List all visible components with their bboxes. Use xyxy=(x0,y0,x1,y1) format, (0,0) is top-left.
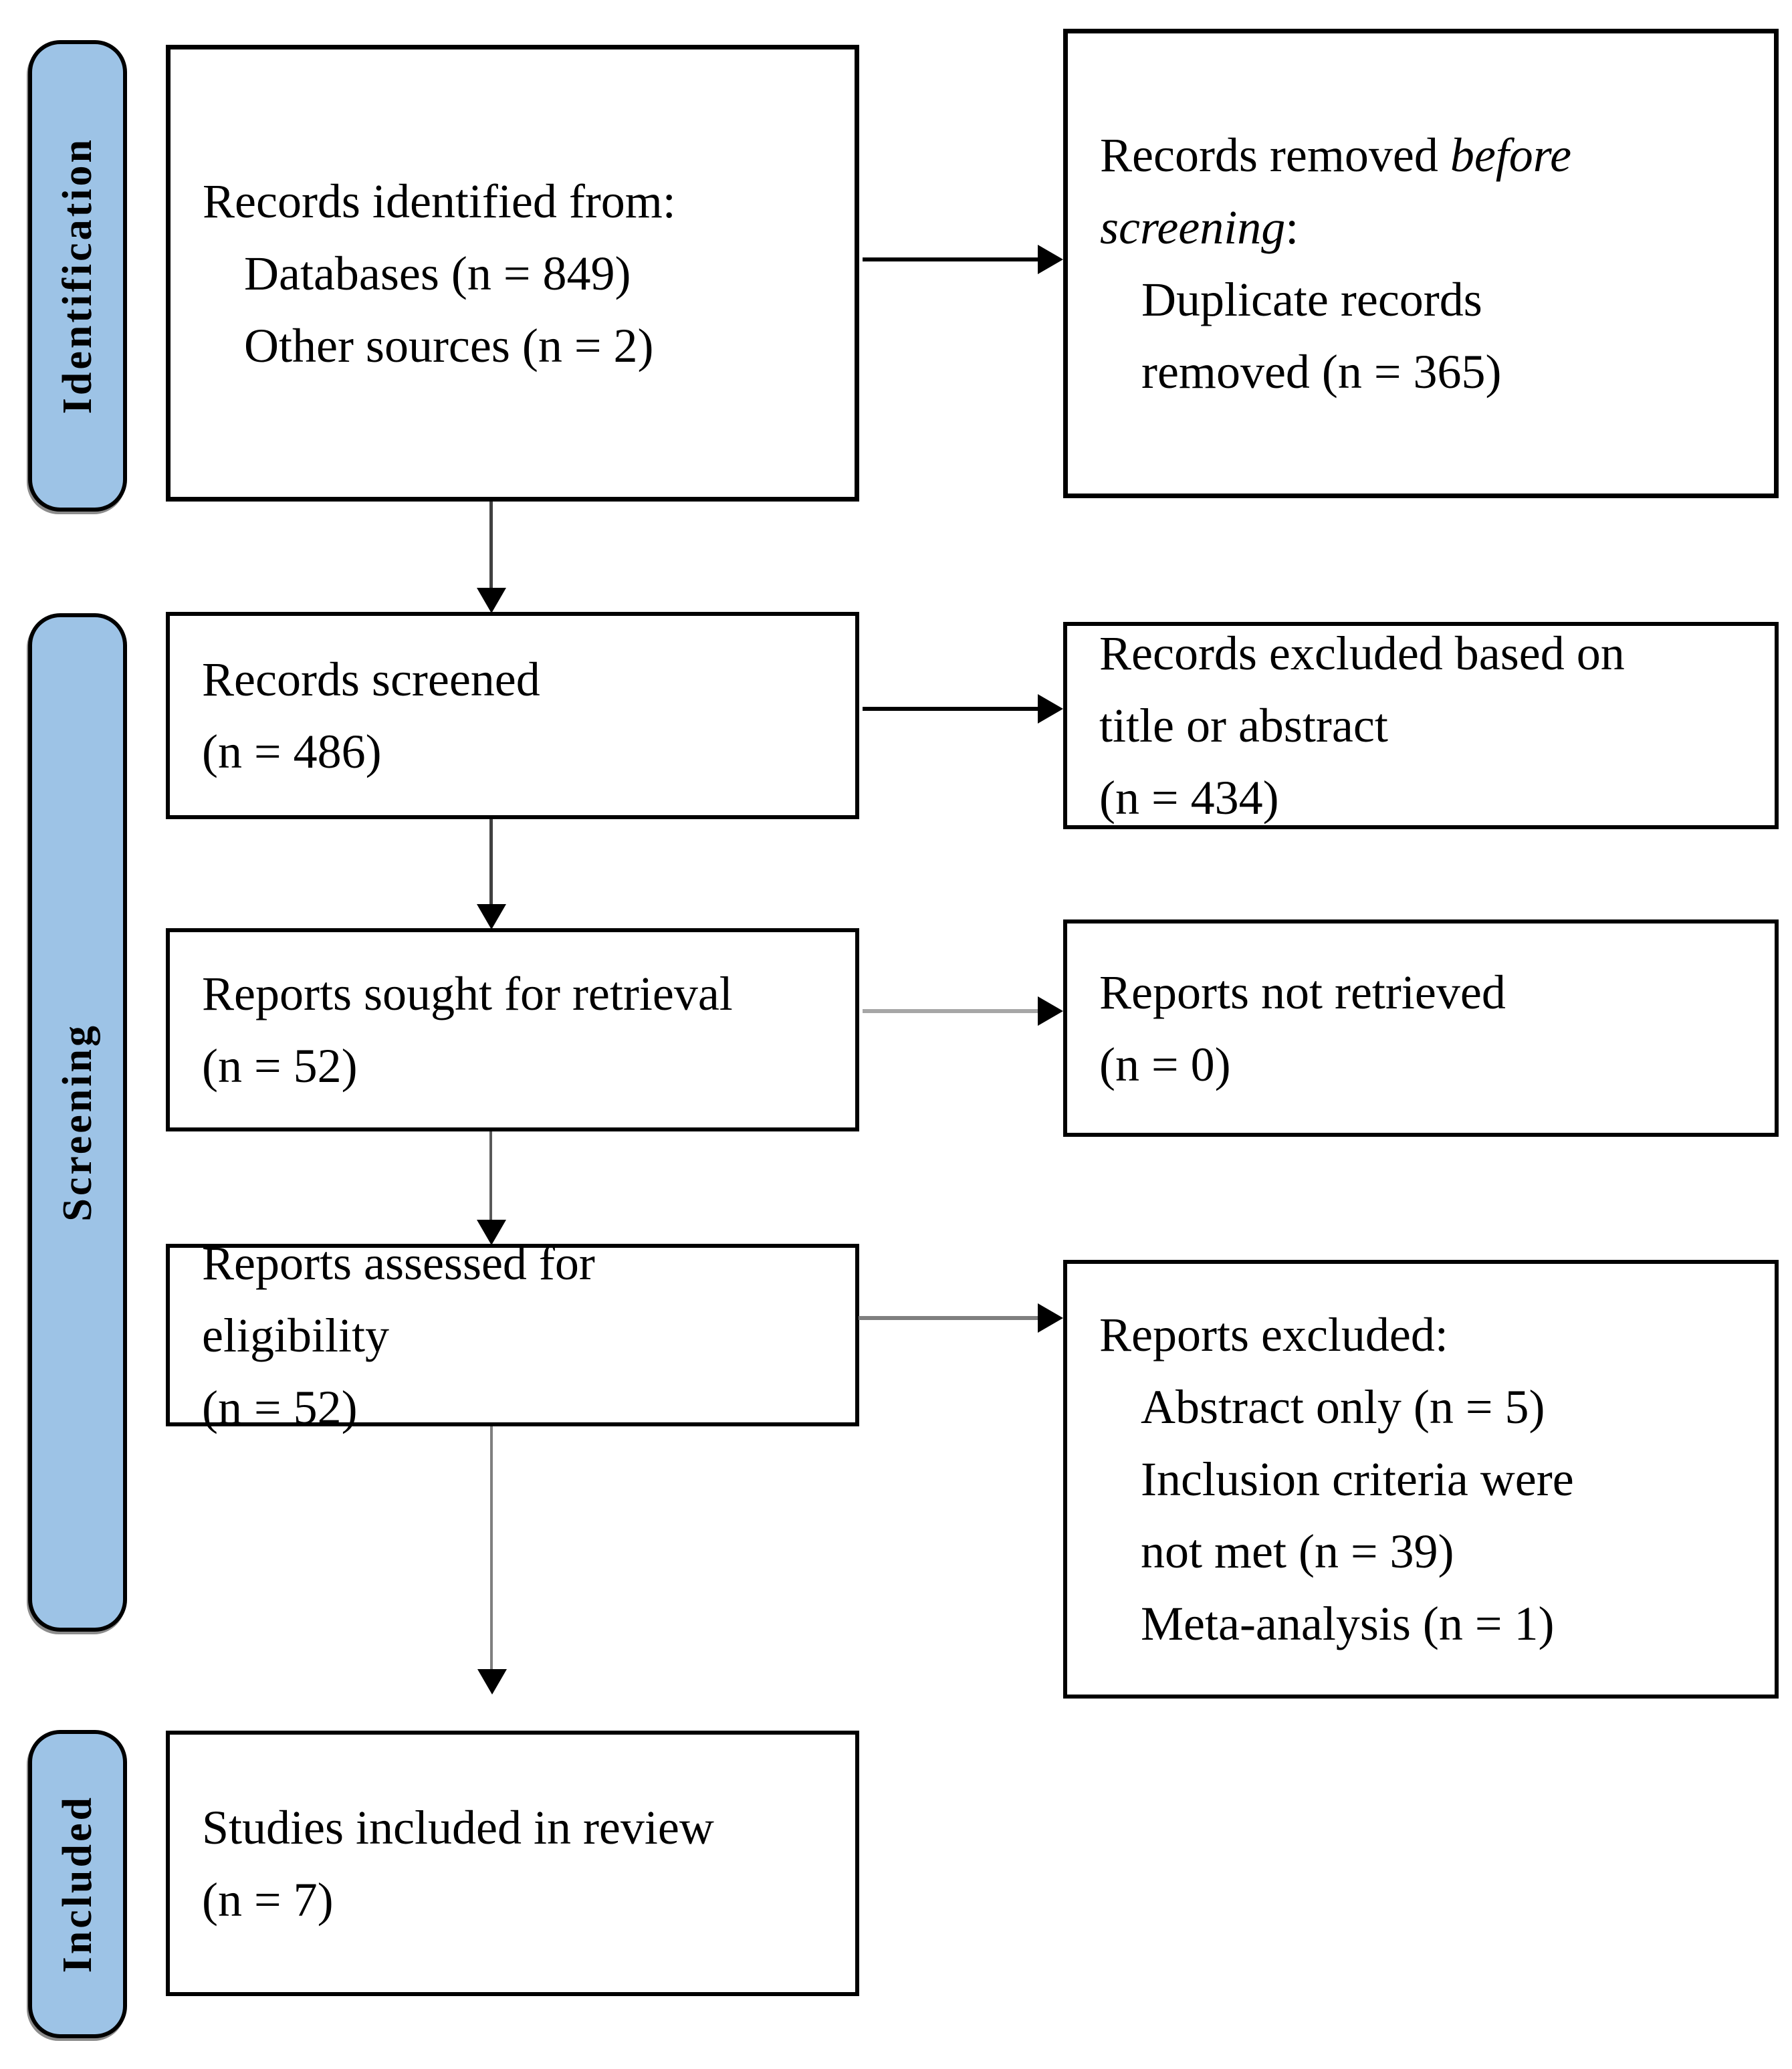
records-removed-line2-italic: screening xyxy=(1100,201,1286,254)
records-identified-line3: Other sources (n = 2) xyxy=(244,318,654,372)
reports-assessed-line3: (n = 52) xyxy=(202,1380,358,1434)
studies-included-line2: (n = 7) xyxy=(202,1872,334,1927)
reports-excluded-line5: Meta-analysis (n = 1) xyxy=(1141,1597,1555,1650)
records-screened-line1: Records screened xyxy=(202,653,540,706)
arrow-sought-to-notretrieved-line xyxy=(863,1009,1039,1013)
arrow-assessed-to-excluded-line xyxy=(859,1316,1039,1320)
records-screened-line2: (n = 486) xyxy=(202,725,382,778)
arrow-assessed-to-excluded-head xyxy=(1038,1303,1063,1333)
reports-excluded-line1: Reports excluded: xyxy=(1099,1308,1448,1362)
arrow-sought-to-assessed-line xyxy=(489,1131,492,1222)
arrow-assessed-to-included-line xyxy=(490,1426,493,1670)
arrow-sought-to-notretrieved-head xyxy=(1038,996,1063,1026)
reports-assessed-box xyxy=(166,1236,859,1434)
reports-excluded-box xyxy=(1063,1260,1779,1699)
arrow-screened-to-excluded-head xyxy=(1038,694,1063,724)
records-screened-box xyxy=(166,612,859,819)
arrow-identified-to-screened-line xyxy=(489,502,493,590)
records-removed-line3: Duplicate records xyxy=(1141,273,1482,326)
arrow-screened-to-sought-line xyxy=(489,819,493,906)
arrow-sought-to-assessed-head xyxy=(477,1220,506,1245)
studies-included-box xyxy=(166,1731,859,1996)
reports-sought-box xyxy=(166,928,859,1131)
records-identified-line1: Records identified from: xyxy=(203,174,676,228)
arrow-assessed-to-included-head xyxy=(477,1669,507,1695)
reports-excluded-line2: Abstract only (n = 5) xyxy=(1141,1380,1545,1434)
reports-excluded-line4: not met (n = 39) xyxy=(1141,1525,1454,1578)
reports-assessed-line1: Reports assessed for xyxy=(202,1236,595,1290)
reports-not-retrieved-line2: (n = 0) xyxy=(1099,1037,1231,1091)
reports-sought-line1: Reports sought for retrieval xyxy=(202,967,733,1020)
records-excluded-line1: Records excluded based on xyxy=(1099,627,1625,680)
stage-identification xyxy=(28,40,127,512)
reports-excluded-line3: Inclusion criteria were xyxy=(1141,1452,1574,1506)
records-removed-box xyxy=(1063,29,1779,498)
reports-assessed-line2: eligibility xyxy=(202,1308,389,1362)
stage-included-label: Included xyxy=(54,1795,100,1973)
reports-not-retrieved-line1: Reports not retrieved xyxy=(1099,965,1506,1019)
reports-not-retrieved-box xyxy=(1063,919,1779,1137)
stage-screening-label: Screening xyxy=(54,1023,100,1222)
stage-screening xyxy=(28,613,127,1632)
arrow-identified-to-removed-head xyxy=(1038,245,1063,274)
records-identified-box xyxy=(166,45,859,502)
studies-included-line1: Studies included in review xyxy=(202,1800,714,1854)
records-removed-line1-italic: before xyxy=(1450,128,1572,182)
records-identified-line2: Databases (n = 849) xyxy=(244,246,631,300)
records-removed-line2 xyxy=(1100,191,1742,263)
records-removed-line1-plain: Records removed xyxy=(1100,128,1450,182)
records-excluded-box xyxy=(1063,622,1779,829)
arrow-screened-to-sought-head xyxy=(477,904,506,930)
reports-sought-line2: (n = 52) xyxy=(202,1039,358,1093)
stage-included xyxy=(28,1730,127,2038)
records-removed-line2-plain: : xyxy=(1285,201,1299,254)
records-removed-line1 xyxy=(1100,119,1742,191)
arrow-screened-to-excluded-line xyxy=(863,707,1039,711)
records-removed-line4: removed (n = 365) xyxy=(1141,345,1502,399)
records-excluded-line3: (n = 434) xyxy=(1099,771,1279,825)
stage-identification-label: Identification xyxy=(54,137,100,415)
records-excluded-line2: title or abstract xyxy=(1099,699,1388,752)
arrow-identified-to-screened-head xyxy=(477,588,506,613)
arrow-identified-to-removed-line xyxy=(863,257,1039,261)
